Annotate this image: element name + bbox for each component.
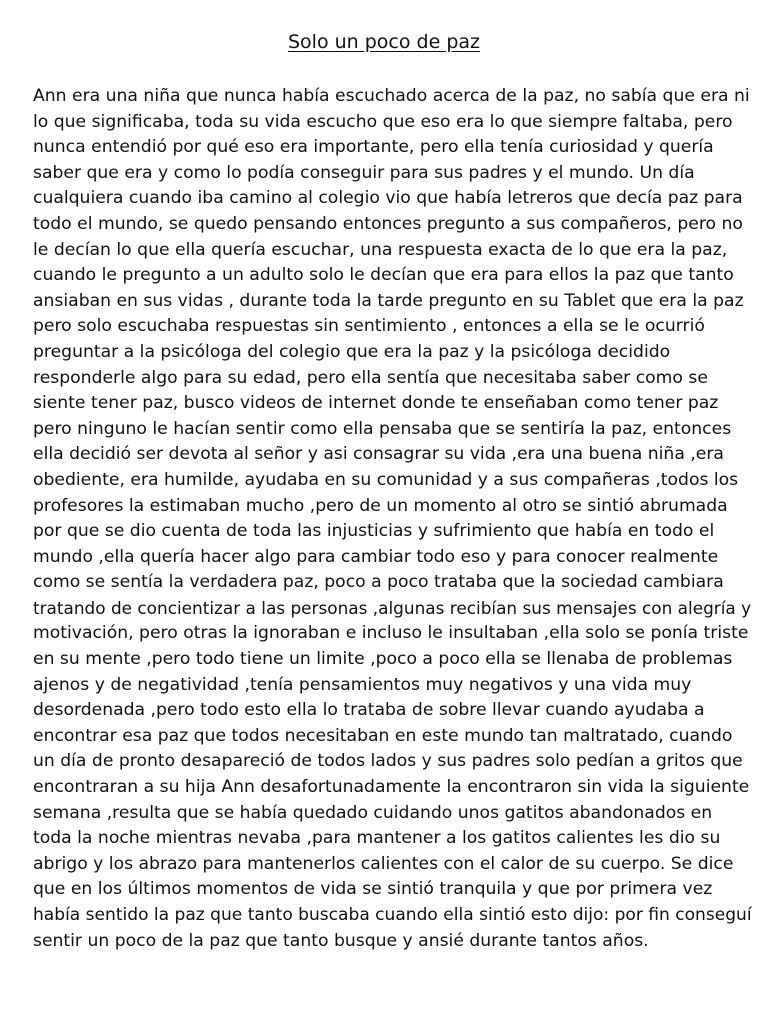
body-line: Ann era una niña que nunca había escuchado acerca de la paz, no sabía que era ni bbox=[33, 86, 750, 106]
body-line: preguntar a la psicóloga del colegio que era la paz y la psicóloga decidido bbox=[33, 341, 671, 362]
body-line: desordenada ,pero todo esto ella lo trataba de sobre llevar cuando ayudaba a bbox=[33, 700, 705, 721]
body-line: en su mente ,pero todo tiene un limite ,poco a poco ella se llenaba de problemas bbox=[33, 649, 733, 670]
body-line: le decían lo que ella quería escuchar, una respuesta exacta de lo que era la paz, bbox=[33, 239, 728, 260]
document-title: Solo un poco de paz bbox=[287, 31, 480, 53]
body-line: encontrar esa paz que todos necesitaban en este mundo tan maltratado, cuando bbox=[33, 725, 733, 746]
body-line: abrigo y los abrazo para mantenerlos calientes con el calor de su cuerpo. Se dice bbox=[33, 853, 734, 874]
body-line: profesores la estimaban mucho ,pero de un momento al otro se sintió abrumada bbox=[33, 495, 728, 516]
document-body bbox=[33, 84, 753, 954]
body-line: como se sentía la verdadera paz, poco a poco trataba que la sociedad cambiara bbox=[33, 572, 724, 593]
body-line: nunca entendió por qué eso era importante, pero ella tenía curiosidad y quería bbox=[33, 137, 714, 158]
body-line: por que se dio cuenta de toda las injusticias y sufrimiento que había en todo el bbox=[33, 521, 715, 542]
document-title-heading bbox=[0, 30, 768, 54]
body-line: ajenos y de negatividad ,tenía pensamientos muy negativos y una vida muy bbox=[33, 674, 692, 695]
body-line: que en los últimos momentos de vida se sintió tranquila y que por primera vez bbox=[33, 879, 713, 900]
body-line: cualquiera cuando iba camino al colegio vio que había letreros que decía paz para bbox=[33, 188, 743, 209]
body-line: saber que era y como lo podía conseguir para sus padres y el mundo. Un día bbox=[33, 162, 695, 183]
body-line: cuando le pregunto a un adulto solo le decían que era para ellos la paz que tanto bbox=[33, 265, 734, 286]
body-line: tratando de concientizar a las personas ,algunas recibían sus mensajes con alegría y bbox=[33, 597, 752, 618]
body-line: toda la noche mientras nevaba ,para mantener a los gatitos calientes les dio su bbox=[33, 828, 721, 849]
body-line: responderle algo para su edad, pero ella sentía que necesitaba saber como se bbox=[33, 367, 708, 388]
body-line: obediente, era humilde, ayudaba en su comunidad y a sus compañeras ,todos los bbox=[33, 469, 739, 490]
body-line: ansiaban en sus vidas , durante toda la tarde pregunto en su Tablet que era la paz bbox=[33, 290, 744, 311]
body-line: lo que significaba, toda su vida escucho que eso era lo que siempre faltaba, pero bbox=[33, 111, 733, 132]
body-line: mundo ,ella quería hacer algo para cambiar todo eso y para conocer realmente bbox=[33, 546, 719, 567]
body-line: motivación, pero otras la ignoraban e incluso le insultaban ,ella solo se ponía triste bbox=[33, 623, 749, 644]
body-line: pero solo escuchaba respuestas sin sentimiento , entonces a ella se le ocurrió bbox=[33, 316, 705, 337]
body-line: siente tener paz, busco videos de internet donde te enseñaban como tener paz bbox=[33, 393, 719, 414]
body-line: un día de pronto desapareció de todos lados y sus padres solo pedían a gritos que bbox=[33, 751, 743, 772]
body-line: encontraran a su hija Ann desafortunadamente la encontraron sin vida la siguiente bbox=[33, 777, 750, 798]
body-line: ella decidió ser devota al señor y asi consagrar su vida ,era una buena niña ,era bbox=[33, 444, 724, 465]
body-line: semana ,resulta que se había quedado cuidando unos gatitos abandonados en bbox=[33, 802, 713, 823]
body-line: sentir un poco de la paz que tanto busque y ansié durante tantos años. bbox=[33, 930, 649, 951]
body-line: había sentido la paz que tanto buscaba cuando ella sintió esto dijo: por fin conseguí bbox=[33, 905, 752, 925]
body-line: todo el mundo, se quedo pensando entonces pregunto a sus compañeros, pero no bbox=[33, 213, 743, 234]
body-line: pero ninguno le hacían sentir como ella pensaba que se sentiría la paz, entonces bbox=[33, 418, 732, 439]
